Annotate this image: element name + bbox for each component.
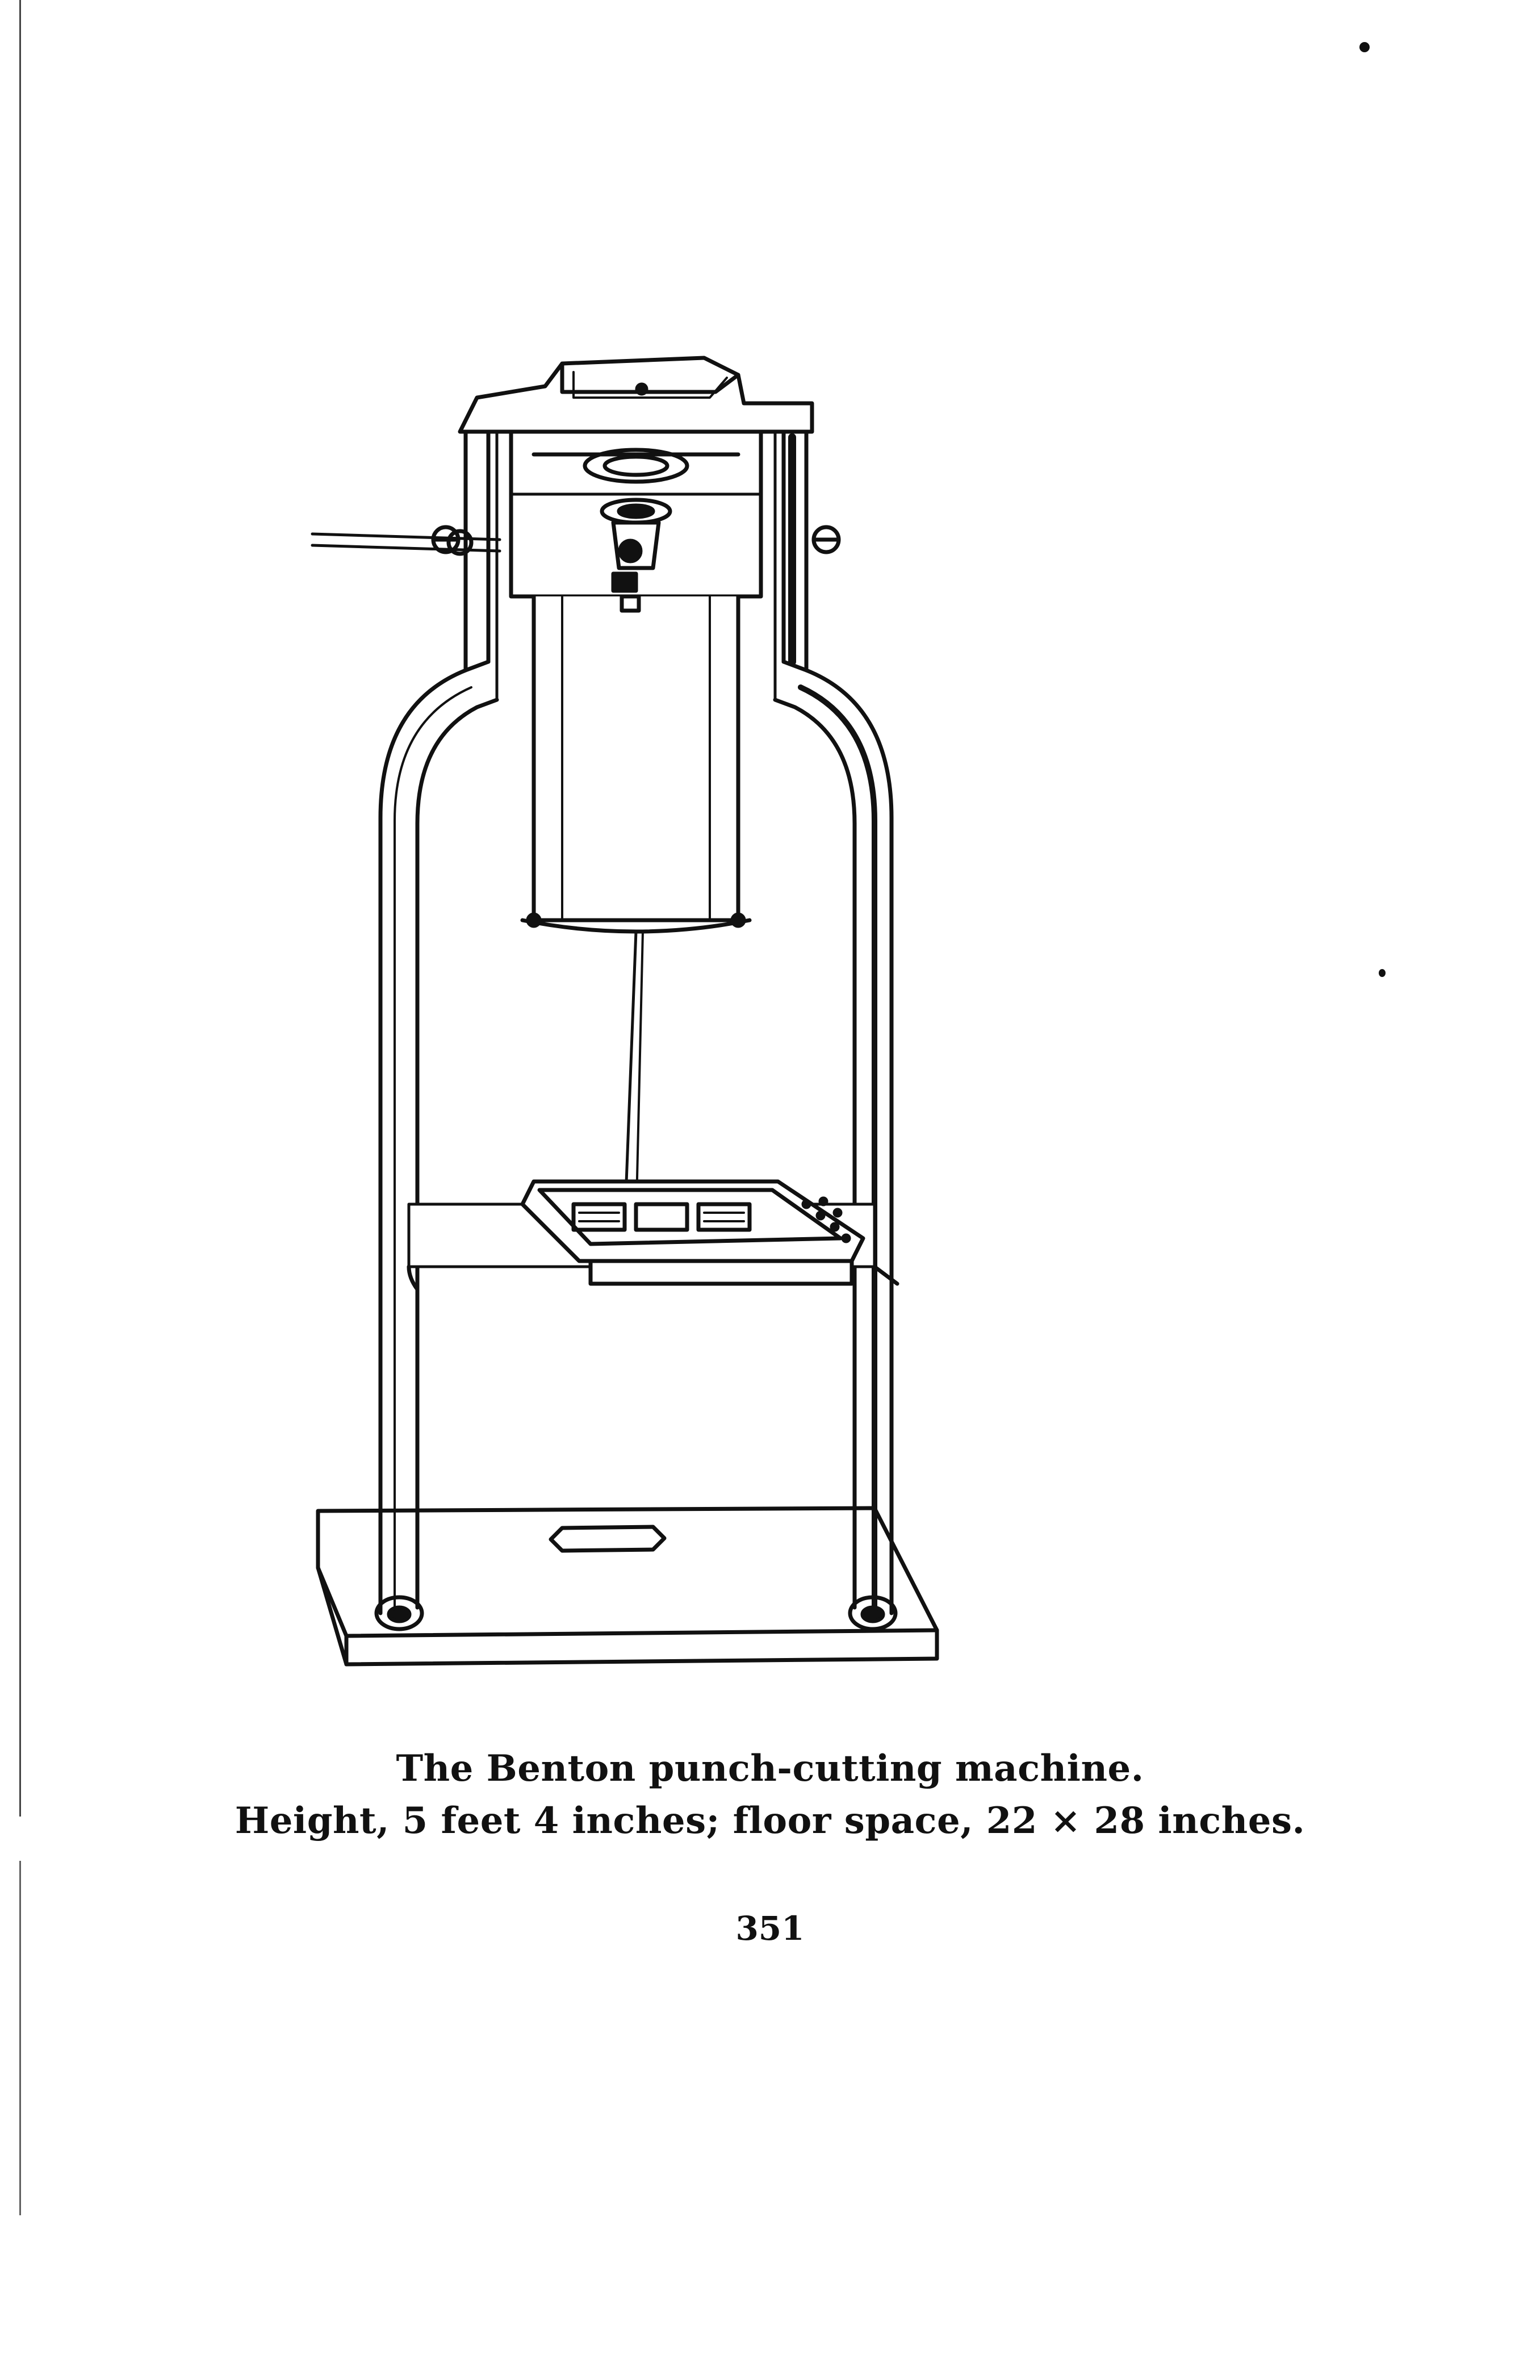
caption-line-1: The Benton punch-cutting machine. [396, 1747, 1144, 1790]
caption-line-2: Height, 5 feet 4 inches; floor space, 22 × 28 inches. [235, 1799, 1305, 1842]
figure-caption [0, 1743, 1540, 1847]
left-leg [380, 662, 488, 1613]
machine-illustration [295, 352, 977, 1738]
base-plate [318, 1508, 937, 1664]
benton-punch-cutting-machine-icon [295, 352, 977, 1738]
ink-speck [1379, 969, 1386, 977]
spindle-housing [534, 596, 738, 920]
page-edge-rule [19, 0, 21, 2215]
ink-speck [1359, 42, 1370, 52]
head-casting [460, 358, 812, 432]
page-number: 351 [735, 1909, 805, 1948]
